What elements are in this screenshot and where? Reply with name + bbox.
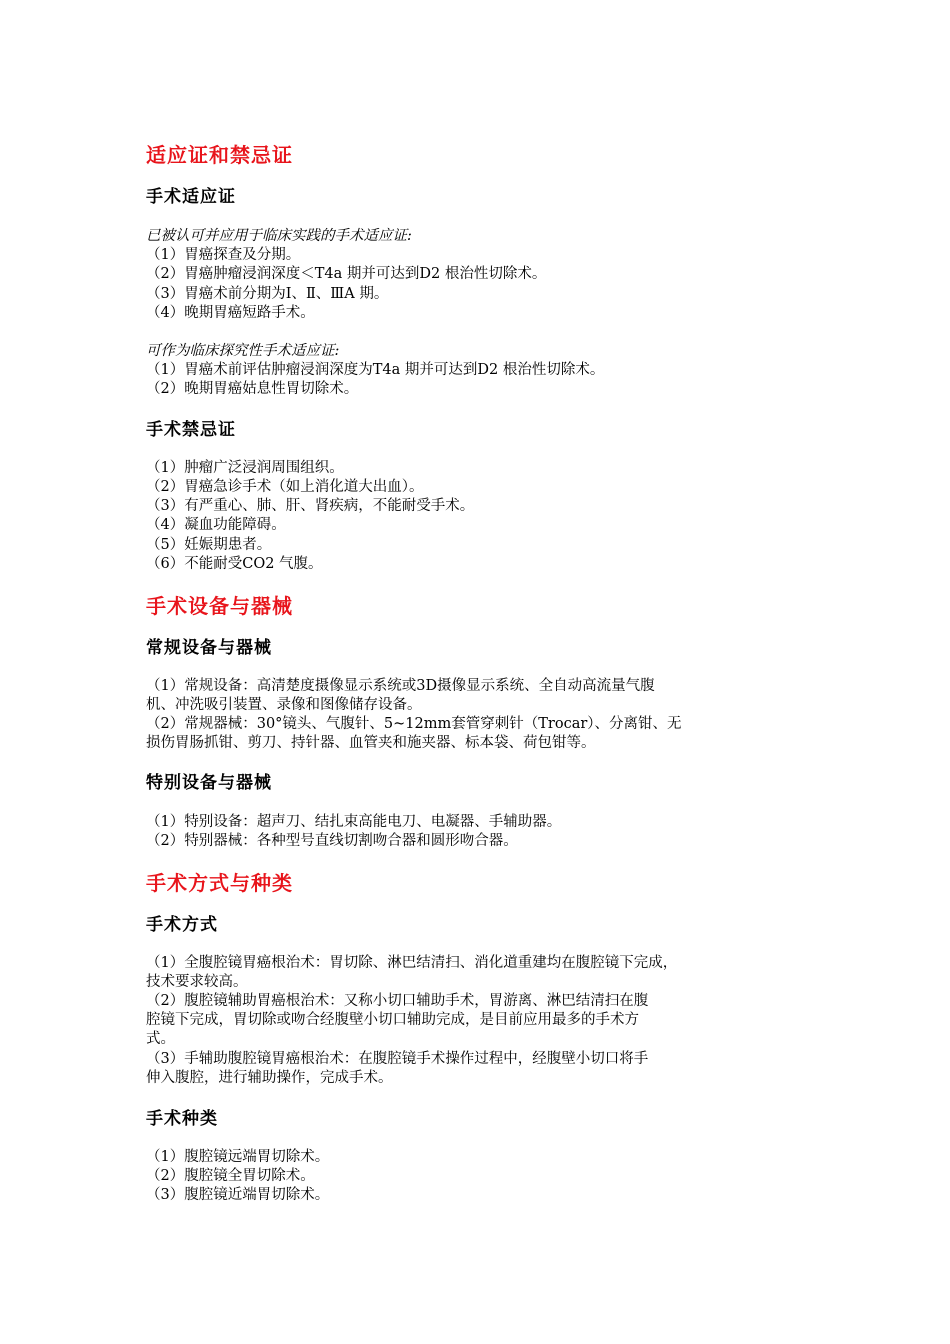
list-item: （3）腹腔镜近端胃切除术。 bbox=[146, 1187, 330, 1203]
paragraph-line: （2）常规器械：30°镜头、气腹针、5~12mm套管穿刺针（Trocar）、分离钳、无 bbox=[146, 716, 682, 732]
paragraph-line: （3）手辅助腹腔镜胃癌根治术：在腹腔镜手术操作过程中，经腹壁小切口将手 bbox=[146, 1051, 649, 1067]
list-item: （2）胃癌肿瘤浸润深度＜T4a 期并可达到D2 根治性切除术。 bbox=[146, 266, 547, 282]
list-item: （2）特别器械：各种型号直线切割吻合器和圆形吻合器。 bbox=[146, 833, 518, 849]
list-item: （3）胃癌术前分期为Ⅰ、Ⅱ、ⅢA 期。 bbox=[146, 286, 389, 302]
paragraph-line: 技术要求较高。 bbox=[146, 974, 248, 990]
paragraph-line: （1）全腹腔镜胃癌根治术：胃切除、淋巴结清扫、消化道重建均在腹腔镜下完成， bbox=[146, 955, 678, 971]
paragraph-line: （1）常规设备：高清楚度摄像显示系统或3D摄像显示系统、全自动高流量气腹 bbox=[146, 678, 655, 694]
list-item: （2）晚期胃癌姑息性胃切除术。 bbox=[146, 381, 359, 397]
section-title-indications: 适应证和禁忌证 bbox=[146, 143, 293, 167]
paragraph-line: 伸入腹腔，进行辅助操作，完成手术。 bbox=[146, 1070, 393, 1086]
paragraph-line: （2）腹腔镜辅助胃癌根治术：又称小切口辅助手术，胃游离、淋巴结清扫在腹 bbox=[146, 993, 649, 1009]
list-item: （4）凝血功能障碍。 bbox=[146, 517, 286, 533]
subheading-indications: 手术适应证 bbox=[146, 187, 236, 207]
list-item: （5）妊娠期患者。 bbox=[146, 537, 272, 553]
paragraph-line: 损伤胃肠抓钳、剪刀、持针器、血管夹和施夹器、标本袋、荷包钳等。 bbox=[146, 735, 596, 751]
list-item: （2）腹腔镜全胃切除术。 bbox=[146, 1168, 315, 1184]
list-item: （4）晚期胃癌短路手术。 bbox=[146, 305, 315, 321]
list-item: （1）腹腔镜远端胃切除术。 bbox=[146, 1149, 330, 1165]
list-item: （1）胃癌术前评估肿瘤浸润深度为T4a 期并可达到D2 根治性切除术。 bbox=[146, 362, 605, 378]
subheading-contraindications: 手术禁忌证 bbox=[146, 420, 236, 440]
list-item: （6）不能耐受CO2 气腹。 bbox=[146, 556, 323, 572]
subheading-types: 手术种类 bbox=[146, 1109, 218, 1129]
list-item: （1）肿瘤广泛浸润周围组织。 bbox=[146, 460, 344, 476]
list-item: （2）胃癌急诊手术（如上消化道大出血）。 bbox=[146, 479, 424, 495]
section-title-equipment: 手术设备与器械 bbox=[146, 594, 293, 618]
subheading-special-equipment: 特别设备与器械 bbox=[146, 773, 272, 793]
paragraph-line: 机、冲洗吸引装置、录像和图像储存设备。 bbox=[146, 697, 422, 713]
list-item: （1）胃癌探查及分期。 bbox=[146, 247, 301, 263]
paragraph-line: 式。 bbox=[146, 1031, 175, 1047]
subheading-methods: 手术方式 bbox=[146, 915, 218, 935]
section-title-methods: 手术方式与种类 bbox=[146, 871, 293, 895]
paragraph-intro: 可作为临床探究性手术适应证: bbox=[146, 343, 340, 359]
paragraph-intro: 已被认可并应用于临床实践的手术适应证: bbox=[146, 228, 412, 244]
list-item: （3）有严重心、肺、肝、肾疾病，不能耐受手术。 bbox=[146, 498, 475, 514]
paragraph-line: 腔镜下完成，胃切除或吻合经腹壁小切口辅助完成，是目前应用最多的手术方 bbox=[146, 1012, 639, 1028]
subheading-general-equipment: 常规设备与器械 bbox=[146, 638, 272, 658]
list-item: （1）特别设备：超声刀、结扎束高能电刀、电凝器、手辅助器。 bbox=[146, 814, 562, 830]
